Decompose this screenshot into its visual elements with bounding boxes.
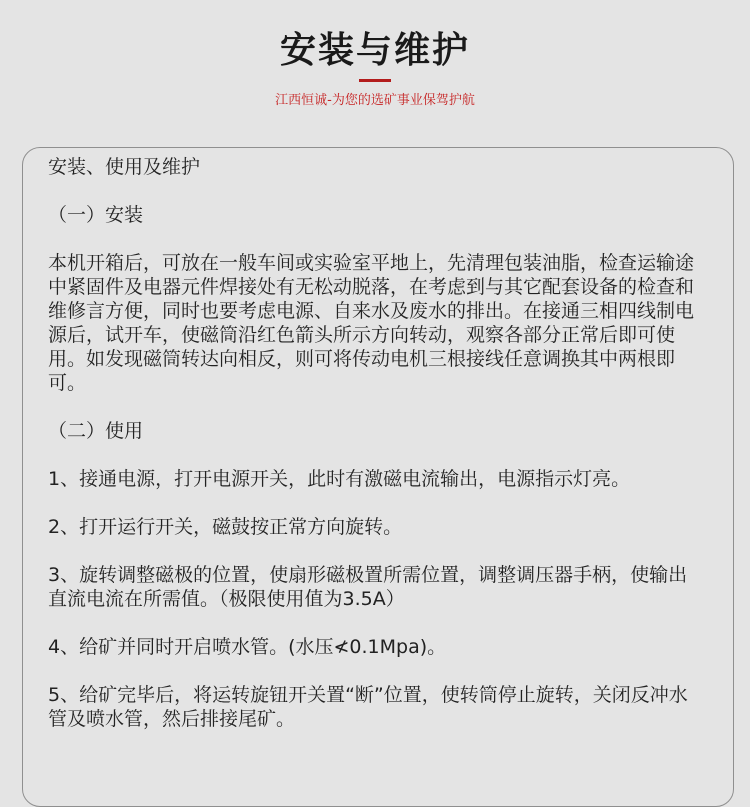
use-heading: （二）使用	[48, 420, 144, 442]
step-3: 3、旋转调整磁极的位置，使扇形磁极置所需位置，调整调压器手柄，使输出直流电流在所需值。（极限使用值为3.5A）	[48, 564, 688, 610]
page-header	[0, 0, 750, 140]
install-heading: （一）安装	[48, 204, 144, 226]
page-subtitle: 江西恒诚-为您的选矿事业保驾护航	[275, 93, 475, 108]
step-5: 5、给矿完毕后，将运转旋钮开关置“断”位置，使转筒停止旋转，关闭反冲水管及喷水管，然后排接尾矿。	[48, 684, 688, 730]
content-body	[48, 155, 698, 755]
page-title: 安装与维护	[279, 30, 470, 71]
step-2: 2、打开运行开关，磁鼓按正常方向旋转。	[48, 516, 403, 538]
section-title: 安装、使用及维护	[48, 156, 201, 178]
step-1: 1、接通电源，打开电源开关，此时有激磁电流输出，电源指示灯亮。	[48, 468, 631, 490]
step-4: 4、给矿并同时开启喷水管。(水压≮0.1Mpa)。	[48, 636, 447, 658]
title-underline	[359, 79, 391, 82]
install-body: 本机开箱后，可放在一般车间或实验室平地上，先清理包装油脂，检查运输途中紧固件及电器元件焊接处有无松动脱落，在考虑到与其它配套设备的检查和维修言方便，同时也要考虑电源、自来水及废水的排出。在接通三相四线制电源后，试开车，使磁筒沿红色箭头所示方向转动，观察各部分正常后即可使用。如发现磁筒转达向相反，则可将传动电机三根接线任意调换其中两根即可。	[48, 252, 695, 394]
